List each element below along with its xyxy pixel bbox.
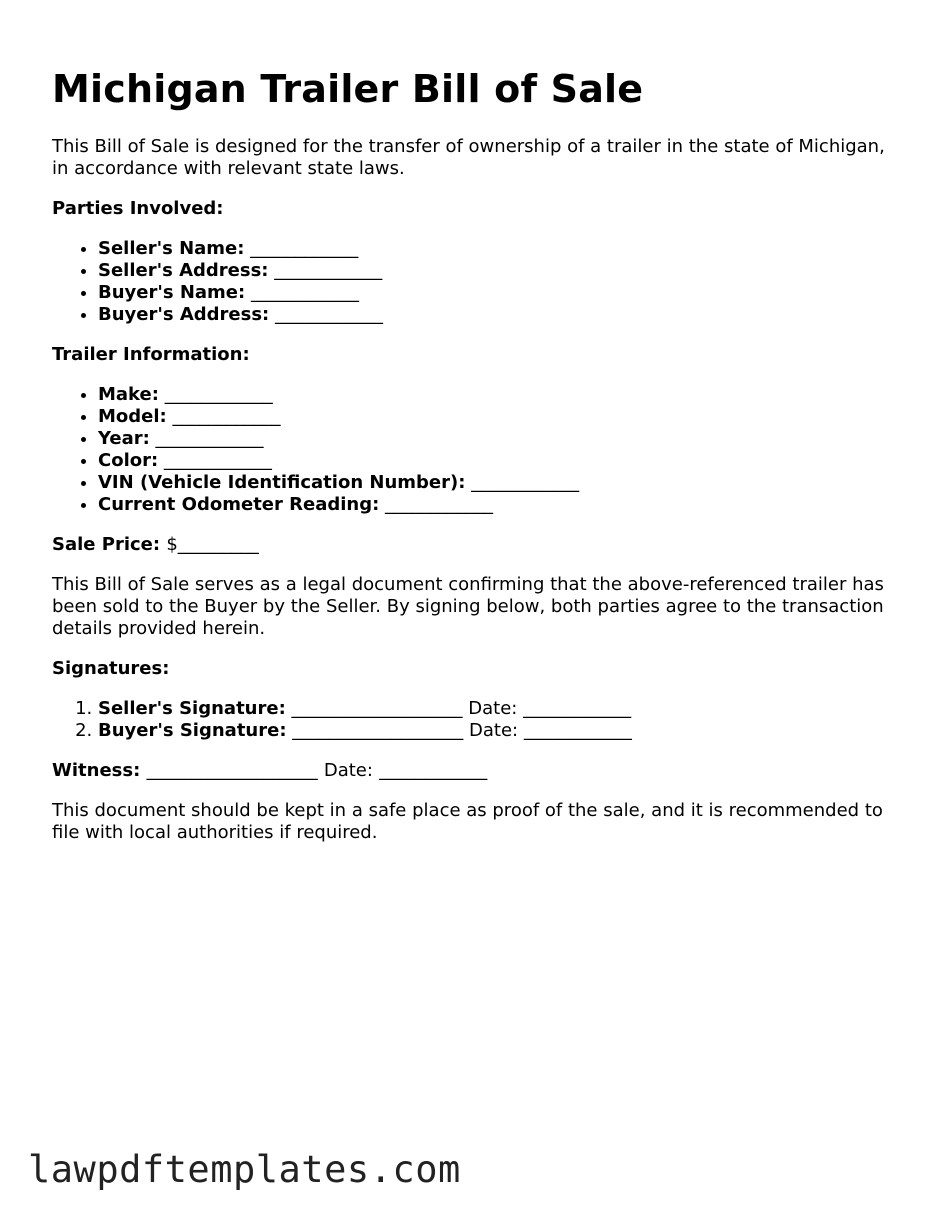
list-item <box>98 428 892 450</box>
field-label: Seller's Address: <box>98 260 269 281</box>
date-blank[interactable]: ____________ <box>379 760 488 781</box>
list-item <box>98 698 892 720</box>
signature-blank[interactable]: ___________________ <box>291 698 463 719</box>
witness-label: Witness: <box>52 760 141 781</box>
witness-blank[interactable]: ___________________ <box>146 760 318 781</box>
signatures-list <box>52 698 892 742</box>
list-item <box>98 406 892 428</box>
date-label: Date: <box>323 760 373 781</box>
field-label: Year: <box>98 428 150 449</box>
fill-in-blank[interactable]: ____________ <box>163 450 272 471</box>
intro-paragraph: This Bill of Sale is designed for the transfer of ownership of a trailer in the state of Michigan, in accordance with relevant state laws. <box>52 136 885 179</box>
fill-in-blank[interactable]: ____________ <box>250 282 359 303</box>
list-item <box>98 472 892 494</box>
field-label: Buyer's Name: <box>98 282 246 303</box>
date-blank[interactable]: ____________ <box>523 698 632 719</box>
parties-list <box>52 238 892 326</box>
sale-price-line <box>52 534 892 556</box>
legal-statement: This Bill of Sale serves as a legal document confirming that the above-referenced trailer has been sold to the Buyer by the Seller. By signing below, both parties agree to the transaction details provided herein. <box>52 574 884 639</box>
list-item <box>98 282 892 304</box>
field-label: Buyer's Address: <box>98 304 270 325</box>
list-item <box>98 450 892 472</box>
fill-in-blank[interactable]: ____________ <box>155 428 264 449</box>
list-item <box>98 260 892 282</box>
parties-heading: Parties Involved: <box>52 198 224 219</box>
field-label: Buyer's Signature: <box>98 720 287 741</box>
fill-in-blank[interactable]: ____________ <box>274 260 383 281</box>
sale-price-label: Sale Price: <box>52 534 161 555</box>
trailer-list <box>52 384 892 516</box>
list-item <box>98 494 892 516</box>
list-item <box>98 238 892 260</box>
watermark-text: lawpdftemplates.com <box>28 1148 461 1191</box>
fill-in-blank[interactable]: ____________ <box>471 472 580 493</box>
signatures-heading: Signatures: <box>52 658 170 679</box>
list-item <box>98 304 892 326</box>
field-label: Seller's Name: <box>98 238 245 259</box>
document-page <box>52 66 892 844</box>
fill-in-blank[interactable]: ____________ <box>250 238 359 259</box>
document-title: Michigan Trailer Bill of Sale <box>52 67 644 111</box>
date-label: Date: <box>469 720 519 741</box>
date-label: Date: <box>468 698 518 719</box>
list-item <box>98 384 892 406</box>
fill-in-blank[interactable]: ____________ <box>164 384 273 405</box>
field-label: Seller's Signature: <box>98 698 286 719</box>
field-label: VIN (Vehicle Identification Number): <box>98 472 466 493</box>
field-label: Color: <box>98 450 159 471</box>
trailer-heading: Trailer Information: <box>52 344 250 365</box>
list-item <box>98 720 892 742</box>
fill-in-blank[interactable]: ____________ <box>172 406 281 427</box>
field-label: Model: <box>98 406 167 427</box>
field-label: Current Odometer Reading: <box>98 494 380 515</box>
sale-price-blank[interactable]: $_________ <box>166 534 259 555</box>
signature-blank[interactable]: ___________________ <box>292 720 464 741</box>
fill-in-blank[interactable]: ____________ <box>385 494 494 515</box>
field-label: Make: <box>98 384 159 405</box>
witness-line <box>52 760 892 782</box>
fill-in-blank[interactable]: ____________ <box>275 304 383 325</box>
date-blank[interactable]: ____________ <box>523 720 632 741</box>
closing-paragraph: This document should be kept in a safe place as proof of the sale, and it is recommended to file with local authorities if required. <box>52 800 883 843</box>
